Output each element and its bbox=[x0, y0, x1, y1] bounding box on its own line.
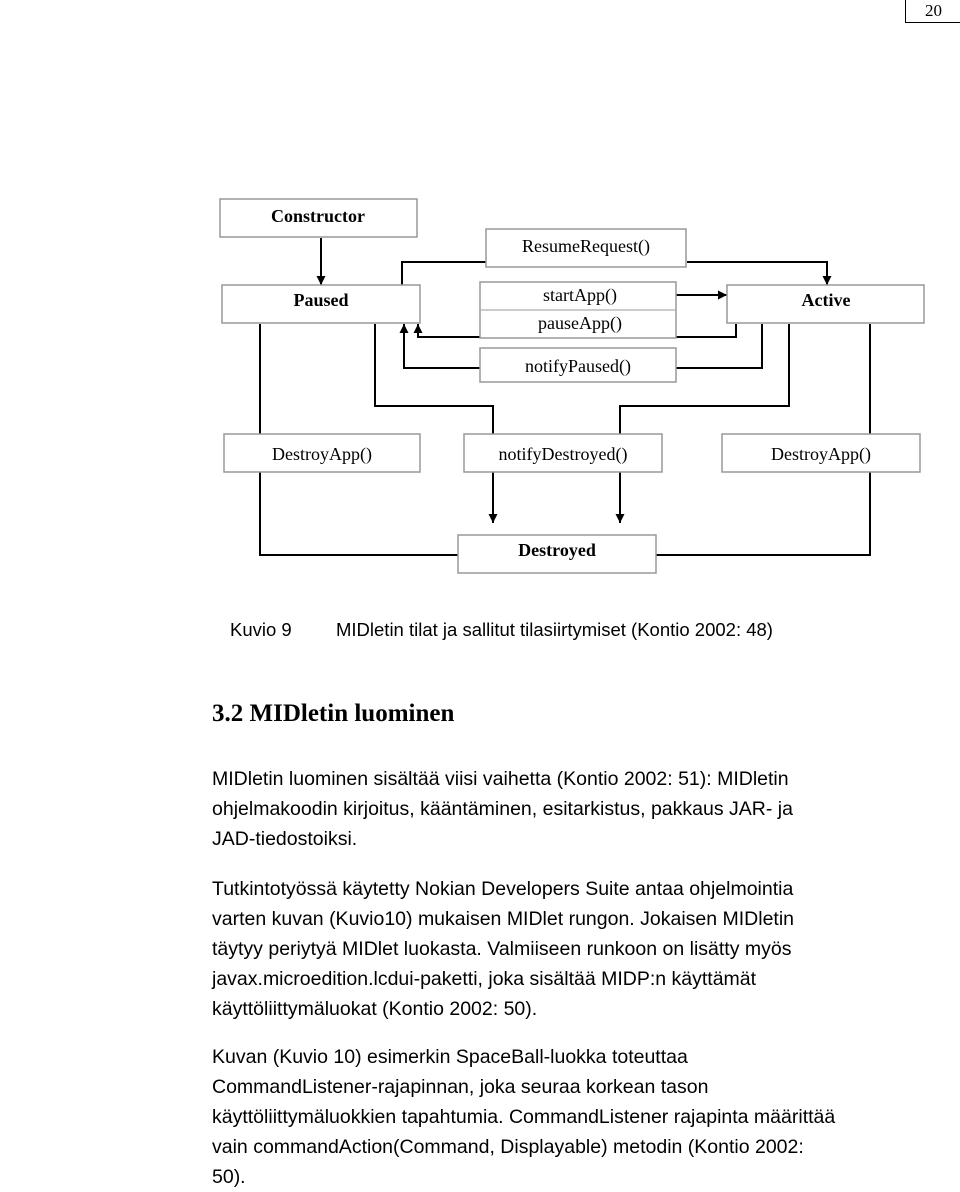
notify-destroyed-label: notifyDestroyed() bbox=[498, 444, 628, 464]
pause-app-label: pauseApp() bbox=[538, 313, 622, 333]
constructor-label: Constructor bbox=[271, 206, 365, 226]
paragraph-line: javax.microedition.lcdui-paketti, joka sisältää MIDP:n käyttämät bbox=[212, 968, 757, 990]
paused-label: Paused bbox=[293, 290, 349, 310]
active-label: Active bbox=[801, 290, 851, 310]
paragraph-2 bbox=[212, 874, 952, 1024]
paragraph-line: Tutkintotyössä käytetty Nokian Developers Suite antaa ohjelmointia bbox=[212, 878, 794, 900]
paragraph-line: vain commandAction(Command, Displayable) metodin (Kontio 2002: bbox=[212, 1136, 804, 1158]
destroyed-label: Destroyed bbox=[518, 540, 596, 560]
paragraph-line: 50). bbox=[212, 1166, 246, 1188]
paragraph-line: käyttöliittymäluokat (Kontio 2002: 50). bbox=[212, 998, 538, 1020]
figure-caption bbox=[230, 619, 773, 641]
paragraph-line: käyttöliittymäluokkien tapahtumia. CommandListener rajapinta määrittää bbox=[212, 1106, 836, 1128]
paragraph-3 bbox=[212, 1042, 952, 1192]
destroy-app-left-label: DestroyApp() bbox=[272, 444, 372, 464]
paragraph-line: täytyy periytyä MIDlet luokasta. Valmiiseen runkoon on lisätty myös bbox=[212, 938, 792, 960]
resume-request-label: ResumeRequest() bbox=[522, 236, 650, 256]
section-heading: 3.2 MIDletin luominen bbox=[212, 700, 455, 727]
notify-paused-label: notifyPaused() bbox=[525, 356, 631, 376]
paragraph-line: varten kuvan (Kuvio10) mukaisen MIDlet rungon. Jokaisen MIDletin bbox=[212, 908, 795, 930]
page-number: 20 bbox=[905, 0, 960, 23]
paragraph-line: Kuvan (Kuvio 10) esimerkin SpaceBall-luokka toteuttaa bbox=[212, 1046, 688, 1068]
figure-caption-text: MIDletin tilat ja sallitut tilasiirtymiset (Kontio 2002: 48) bbox=[336, 619, 773, 640]
paragraph-line: ohjelmakoodin kirjoitus, kääntäminen, esitarkistus, pakkaus JAR- ja bbox=[212, 798, 793, 820]
figure-number: Kuvio 9 bbox=[230, 619, 292, 640]
paragraph-line: MIDletin luominen sisältää viisi vaihetta (Kontio 2002: 51): MIDletin bbox=[212, 768, 789, 790]
paragraph-line: JAD-tiedostoiksi. bbox=[212, 828, 358, 850]
start-app-label: startApp() bbox=[543, 285, 617, 305]
paragraph-line: CommandListener-rajapinnan, joka seuraa korkean tason bbox=[212, 1076, 709, 1098]
destroy-app-right-label: DestroyApp() bbox=[771, 444, 871, 464]
paragraph-1 bbox=[212, 764, 952, 854]
